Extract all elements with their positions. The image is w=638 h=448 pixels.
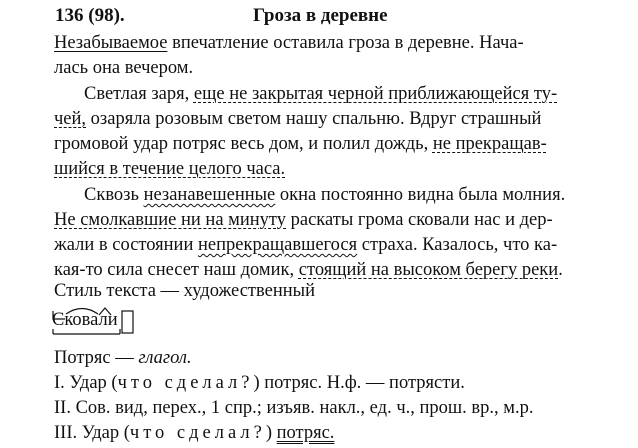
analysis-line: II. Сов. вид, перех., 1 спр.; изъяв. накл., ед. ч., прош. вр., м.р.: [54, 398, 534, 418]
text-style-line: Стиль текста — художественный: [54, 281, 315, 301]
underlined-word: Незабываемое: [54, 33, 168, 53]
text-line: [54, 108, 541, 130]
exercise-title: Гроза в деревне: [253, 5, 388, 26]
text-segment: глагол.: [138, 348, 192, 368]
analysis-line: [54, 372, 465, 394]
underlined-word: непрекращавшегося: [197, 235, 358, 255]
text-segment: Сквозь: [84, 185, 144, 205]
text-segment: впечатление оставила гроза в деревне. Нача-: [167, 33, 524, 53]
question-text: что сделал?: [129, 423, 266, 443]
text-segment: III. Удар (: [54, 423, 130, 443]
participial-phrase: Не смолкавшие ни на минуту: [54, 210, 286, 230]
text-segment: ) потряс. Н.ф. — потрясти.: [253, 373, 465, 393]
text-segment: страха. Казалось, что ка-: [357, 235, 558, 255]
text-line: [54, 259, 563, 281]
participial-phrase-end: чей,: [54, 109, 87, 129]
participial-phrase: стоящий на высоком берегу реки: [298, 260, 559, 280]
text-segment: громовой удар потряс весь дом, и полил дождь,: [54, 134, 433, 154]
text-segment: Светлая заря,: [84, 84, 194, 104]
question-text: что сделал?: [117, 373, 254, 393]
text-segment: раскаты грома сковали нас и дер-: [286, 210, 553, 230]
text-segment: Потряс —: [54, 348, 139, 368]
text-line: [54, 209, 553, 231]
text-line: [54, 158, 285, 180]
analysis-line: [54, 347, 192, 369]
text-segment: ): [265, 423, 277, 443]
analyzed-word: Сковали: [52, 310, 118, 330]
text-segment: .: [558, 260, 563, 280]
text-line: [54, 234, 557, 256]
text-segment: окна постоянно видна была молния.: [275, 185, 566, 205]
text-segment: жали в состоянии: [54, 235, 198, 255]
text-line: [84, 83, 557, 105]
exercise-number: 136 (98).: [55, 5, 125, 26]
text-segment: I. Удар (: [54, 373, 118, 393]
predicate-word: потряс.: [276, 423, 335, 443]
text-segment: кая-то сила снесет наш домик,: [54, 260, 299, 280]
analysis-line: [54, 422, 334, 444]
underlined-word: незанавешенные: [143, 185, 276, 205]
morpheme-analysis: [52, 309, 118, 331]
participial-phrase-end: шийся в течение целого часа.: [54, 159, 286, 179]
text-line: лась она вечером.: [54, 58, 194, 78]
morpheme-marks-icon: [52, 301, 136, 335]
participial-phrase: еще не закрытая черной приближающейся ту-: [193, 84, 558, 104]
text-segment: озаряла розовым светом нашу спальню. Вдруг страшный: [86, 109, 542, 129]
text-line: [84, 184, 565, 206]
text-line: [54, 32, 524, 54]
participial-phrase: не прекращав-: [432, 134, 547, 154]
text-line: [54, 133, 547, 155]
